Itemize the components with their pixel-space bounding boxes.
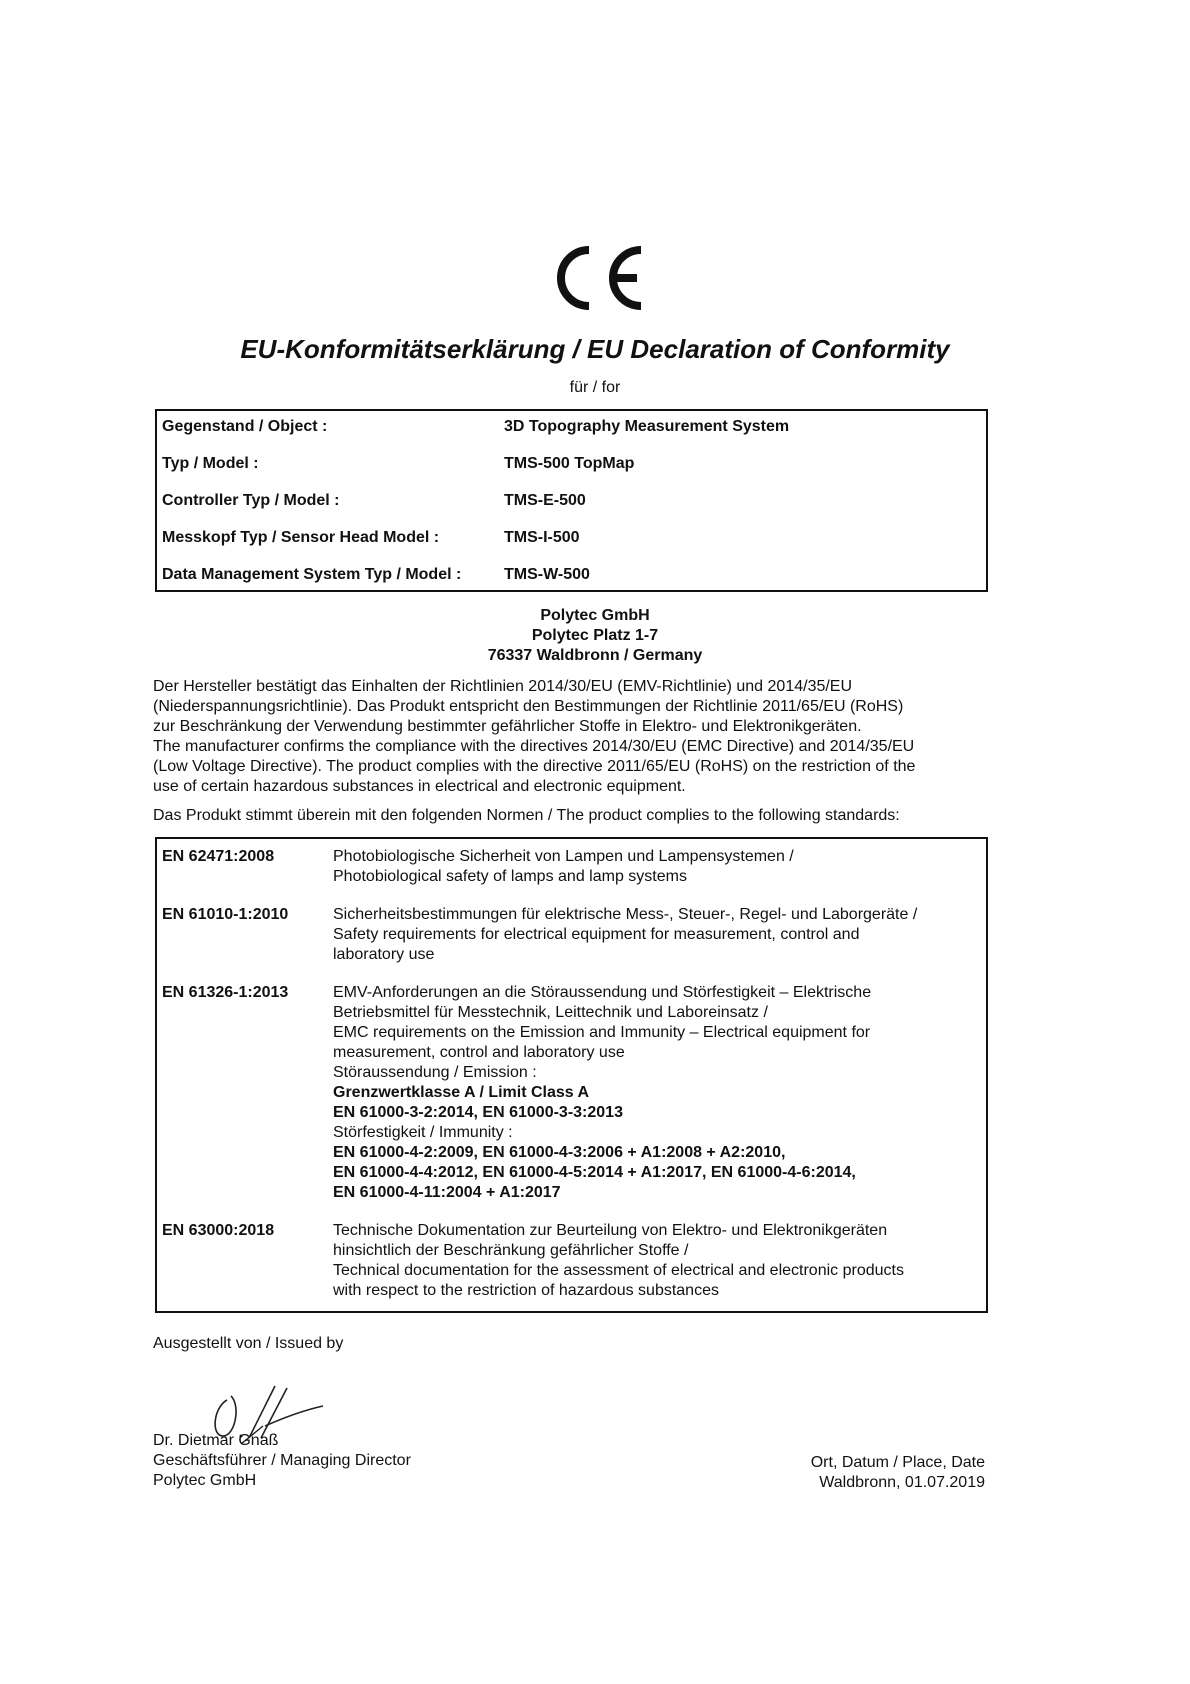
standard-description-line: EMC requirements on the Emission and Immunity – Electrical equipment for [333,1024,871,1041]
object-row-value: 3D Topography Measurement System [504,418,790,435]
standard-description [333,983,973,1203]
standard-description-line: EMV-Anforderungen an die Störaussendung und Störfestigkeit – Elektrische [333,984,872,1001]
data-management-row [157,566,986,586]
ce-mark-logo [539,240,651,316]
immunity-standards-line: EN 61000-4-4:2012, EN 61000-4-5:2014 + A1:2017, EN 61000-4-6:2014, [333,1164,856,1181]
standards-table [155,837,988,1313]
object-row-label: Gegenstand / Object : [162,418,328,435]
standard-description-line: Betriebsmittel für Messtechnik, Leittechnik und Laboreinsatz / [333,1004,768,1021]
manufacturer-name: Polytec GmbH [540,607,650,624]
immunity-standards-line: EN 61000-4-11:2004 + A1:2017 [333,1184,561,1201]
declaration-line: (Niederspannungsrichtlinie). Das Produkt entspricht den Bestimmungen der Richtlinie 2011/65/EU (RoHS) [153,698,904,715]
emission-class: Grenzwertklasse A / Limit Class A [333,1084,590,1101]
manufacturer-address [0,606,1190,666]
manufacturer-street: Polytec Platz 1-7 [531,627,659,644]
declaration-line: (Low Voltage Directive). The product complies with the directive 2011/65/EU (RoHS) on the restriction of the [153,758,916,775]
model-row [157,455,986,475]
sensor-head-row [157,529,986,549]
standard-description-line: Störaussendung / Emission : [333,1064,537,1081]
controller-row-label: Controller Typ / Model : [162,492,340,509]
standard-description [333,905,973,965]
declaration-line: use of certain hazardous substances in electrical and electronic equipment. [153,778,686,795]
place-date-label: Ort, Datum / Place, Date [810,1454,985,1471]
standard-code: EN 61010-1:2010 [162,906,289,923]
standard-description [333,1221,973,1301]
sensor-head-row-value: TMS-I-500 [504,529,580,546]
standard-description-line: Technical documentation for the assessment of electrical and electronic products [333,1262,904,1279]
object-row [157,418,986,438]
document-title: EU-Konformitätserklärung / EU Declaration of Conformity [240,334,950,364]
standard-code: EN 62471:2008 [162,848,275,865]
standard-code: EN 63000:2018 [162,1222,275,1239]
signatory-company: Polytec GmbH [153,1472,257,1489]
standard-description-line: Safety requirements for electrical equipment for measurement, control and [333,926,860,943]
standard-description-line: Sicherheitsbestimmungen für elektrische Mess-, Steuer-, Regel- und Laborgeräte / [333,906,918,923]
document-subtitle: für / for [569,379,621,396]
model-row-label: Typ / Model : [162,455,259,472]
standards-intro: Das Produkt stimmt überein mit den folgenden Normen / The product complies to the following standards: [153,807,900,824]
data-management-row-value: TMS-W-500 [504,566,590,583]
signatory-block [153,1431,411,1491]
standard-description-line: Photobiologische Sicherheit von Lampen und Lampensystemen / [333,848,794,865]
standard-code: EN 61326-1:2013 [162,984,289,1001]
standard-description-line: Photobiological safety of lamps and lamp systems [333,868,687,885]
signatory-name: Dr. Dietmar Gnaß [153,1432,279,1449]
immunity-standards-line: EN 61000-4-2:2009, EN 61000-4-3:2006 + A1:2008 + A2:2010, [333,1144,786,1161]
controller-row-value: TMS-E-500 [504,492,586,509]
place-date-value: Waldbronn, 01.07.2019 [819,1474,985,1491]
declaration-line: Der Hersteller bestätigt das Einhalten der Richtlinien 2014/30/EU (EMV-Richtlinie) und 2014/35/EU [153,678,853,695]
manufacturer-city: 76337 Waldbronn / Germany [487,647,703,664]
object-table [155,409,988,592]
place-date-block [700,1453,985,1493]
ce-mark [0,240,1190,316]
sensor-head-row-label: Messkopf Typ / Sensor Head Model : [162,529,440,546]
standard-description-line: measurement, control and laboratory use [333,1044,625,1061]
declaration-line: zur Beschränkung der Verwendung bestimmter gefährlicher Stoffe in Elektro- und Elektronikgeräten. [153,718,862,735]
model-row-value: TMS-500 TopMap [504,455,635,472]
standard-description-line: laboratory use [333,946,435,963]
issued-by-label: Ausgestellt von / Issued by [153,1335,344,1352]
standard-description [333,847,973,887]
declaration-line: The manufacturer confirms the compliance with the directives 2014/30/EU (EMC Directive) and 2014/35/EU [153,738,915,755]
standard-description-line: hinsichtlich der Beschränkung gefährlicher Stoffe / [333,1242,689,1259]
controller-row [157,492,986,512]
immunity-label: Störfestigkeit / Immunity : [333,1124,513,1141]
standard-description-line: with respect to the restriction of hazardous substances [333,1282,719,1299]
declaration-text [153,677,993,797]
standard-description-line: Technische Dokumentation zur Beurteilung von Elektro- und Elektronikgeräten [333,1222,888,1239]
data-management-row-label: Data Management System Typ / Model : [162,566,462,583]
signatory-title: Geschäftsführer / Managing Director [153,1452,411,1469]
emission-standards: EN 61000-3-2:2014, EN 61000-3-3:2013 [333,1104,623,1121]
